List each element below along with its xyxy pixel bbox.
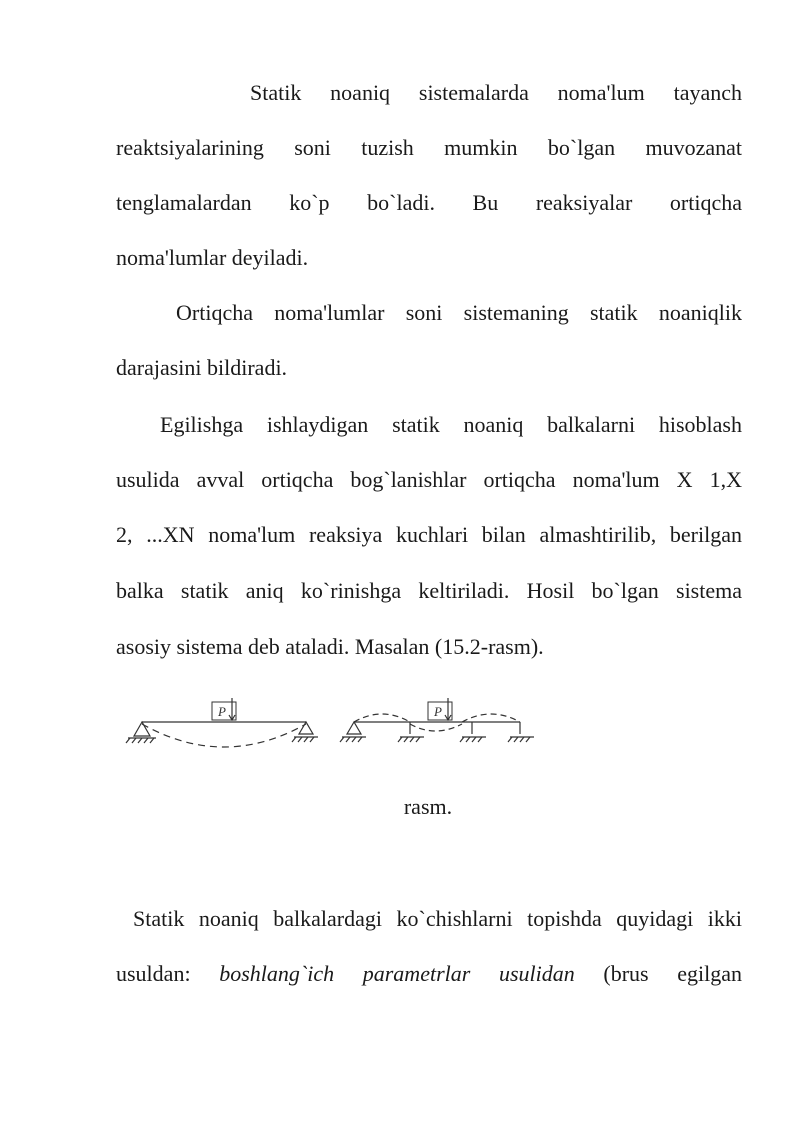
deflection-curve (462, 714, 520, 722)
text-line: Statik noaniq balkalardagi ko`chishlarni topishda quyidagi ikki (133, 906, 742, 931)
text-line: darajasini bildiradi. (116, 355, 288, 380)
text-line: noma'lumlar deyiladi. (116, 245, 309, 270)
text-line-mixed (116, 959, 742, 989)
text-line: balka statik aniq ko`rinishga keltiriladi. Hosil bo`lgan sistema (116, 578, 742, 603)
text-line: Statik noaniq sistemalarda noma'lum tayanch (250, 80, 742, 105)
text-line: reaktsiyalarining soni tuzish mumkin bo`lgan muvozanat (116, 135, 742, 160)
load-label: P (434, 704, 442, 719)
roller-support-right (299, 722, 313, 734)
figure-caption: rasm. (403, 794, 453, 819)
deflection-curve (410, 724, 462, 731)
deflection-curve (354, 714, 410, 722)
beam-diagram-figure (120, 692, 540, 772)
text-line: 2, ...XN noma'lum reaksiya kuchlari bilan almashtirilib, berilgan (116, 522, 742, 547)
text-line: Ortiqcha noma'lumlar soni sistemaning statik noaniqlik (176, 300, 742, 325)
text-line: usulida avval ortiqcha bog`lanishlar ortiqcha noma'lum X 1,X (116, 467, 742, 492)
text-line: Egilishga ishlaydigan statik noaniq balkalarni hisoblash (160, 412, 742, 437)
text-line: asosiy sistema deb ataladi. Masalan (15.2-rasm). (116, 634, 544, 659)
italic-method-name: boshlang`ich parametrlar usulidan (219, 961, 575, 986)
load-label: P (218, 704, 226, 719)
text-segment: usuldan: (116, 961, 191, 986)
text-line: tenglamalardan ko`p bo`ladi. Bu reaksiyalar ortiqcha (116, 190, 742, 215)
text-segment: (brus egilgan (603, 961, 743, 986)
pin-support (347, 722, 361, 734)
deflection-curve (142, 724, 306, 747)
